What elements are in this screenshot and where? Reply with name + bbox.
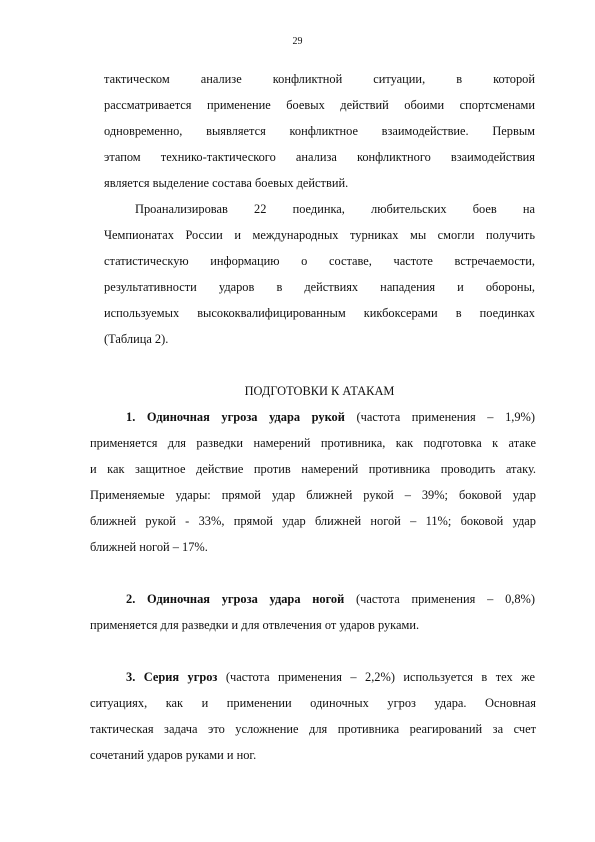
text-line: тактическом анализе конфликтной ситуации, в которой <box>104 72 535 86</box>
text-line: рассматривается применение боевых действий обоими спортсменами <box>104 98 535 112</box>
text-line: ближней ногой – 17%. <box>90 540 208 554</box>
item-2 <box>90 588 535 640</box>
document-body <box>90 68 536 770</box>
text-line <box>104 588 535 614</box>
page-number: 29 <box>292 36 303 47</box>
text-line <box>104 666 535 692</box>
text-line: и как защитное действие против намерений противника проводить атаку. <box>90 462 536 476</box>
item-1 <box>90 406 536 562</box>
text-line: Применяемые удары: прямой удар ближней рукой – 39%; боковой удар <box>90 488 536 502</box>
item-2-title: 2. Одиночная угроза удара ногой <box>126 592 345 606</box>
text-line: Проанализировав 22 поединка, любительских боев на <box>135 202 535 216</box>
item-1-title: 1. Одиночная угроза удара рукой <box>126 410 345 424</box>
item-3-frequency: (частота применения – 2,2%) используется в тех же <box>217 670 535 684</box>
item-2-frequency: (частота применения – 0,8%) <box>344 592 535 606</box>
text-line: применяется для разведки и для отвлечения от ударов руками. <box>90 618 420 632</box>
text-line: используемых высококвалифицированным кикбоксерами в поединках <box>104 306 535 320</box>
text-line: результативности ударов в действиях нападения и обороны, <box>104 280 535 294</box>
text-line <box>104 406 535 432</box>
text-line: тактическая задача это усложнение для противника реагирований за счет <box>90 722 536 736</box>
text-line: Чемпионатах России и международных турниках мы смогли получить <box>104 228 535 242</box>
text-line: этапом технико-тактического анализа конфликтного взаимодействия <box>104 150 535 164</box>
text-line: ситуациях, как и применении одиночных угроз удара. Основная <box>90 696 536 710</box>
paragraph-2 <box>104 198 535 354</box>
text-line: (Таблица 2). <box>104 332 169 346</box>
text-line: одновременно, выявляется конфликтное взаимодействие. Первым <box>104 124 535 138</box>
section-heading: ПОДГОТОВКИ К АТАКАМ <box>244 384 395 398</box>
text-line: применяется для разведки намерений противника, как подготовка к атаке <box>90 436 536 450</box>
item-3-title: 3. Серия угроз <box>126 670 218 684</box>
text-line: статистическую информацию о составе, частоте встречаемости, <box>104 254 535 268</box>
text-line: ближней рукой - 33%, прямой удар ближней ногой – 11%; боковой удар <box>90 514 536 528</box>
item-1-frequency: (частота применения – 1,9%) <box>344 410 535 424</box>
text-line: сочетаний ударов руками и ног. <box>90 748 257 762</box>
item-3 <box>90 666 536 770</box>
text-line: является выделение состава боевых действий. <box>104 176 349 190</box>
paragraph-1 <box>104 68 535 198</box>
